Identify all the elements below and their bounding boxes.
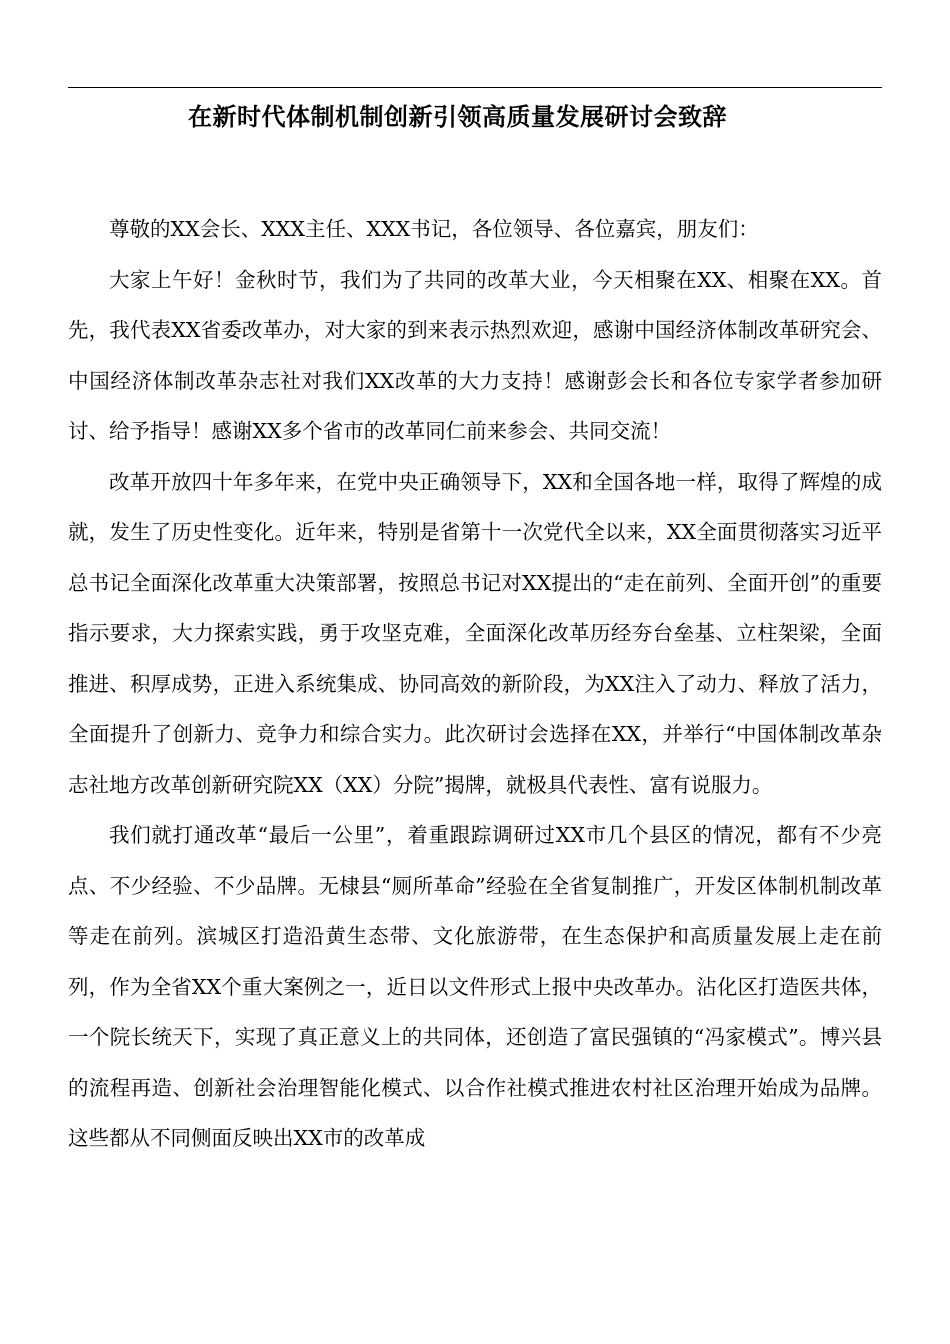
document-title: 在新时代体制机制创新引领高质量发展研讨会致辞 (188, 103, 727, 131)
document-body (68, 204, 882, 1164)
paragraph-salutation: 尊敬的XX会长、XXX主任、XXX书记，各位领导、各位嘉宾，朋友们： (109, 217, 759, 241)
paragraph: 改革开放四十年多年来，在党中央正确领导下，XX和全国各地一样，取得了辉煌的成就，发生了历史性变化。近年来，特别是省第十一次党代全以来，XX全面贯彻落实习近平总书记全面深化改革重大决策部署，按照总书记对XX提出的“走在前列、全面开创”的重要指示要求，大力探索实践，勇于攻坚克难，全面深化改革历经夯台垒基、立柱架梁，全面推进、积厚成势，正进入系统集成、协同高效的新阶段，为XX注入了动力、释放了活力，全面提升了创新力、竞争力和综合实力。此次研讨会选择在XX，并举行“中国体制改革杂志社地方改革创新研究院XX（XX）分院”揭牌，就极具代表性、富有说服力。 (68, 469, 882, 797)
paragraph: 我们就打通改革“最后一公里”，着重跟踪调研过XX市几个县区的情况，都有不少亮点、不少经验、不少品牌。无棣县“厕所革命”经验在全省复制推广，开发区体制机制改革等走在前列。滨城区打造沿黄生态带、文化旅游带，在生态保护和高质量发展上走在前列，作为全省XX个重大案例之一，近日以文件形式上报中央改革办。沾化区打造医共体，一个院长统天下，实现了真正意义上的共同体，还创造了富民强镇的“冯家模式”。博兴县的流程再造、创新社会治理智能化模式、以合作社模式推进农村社区治理开始成为品牌。这些都从不同侧面反映出XX市的改革成 (68, 823, 882, 1150)
header-rule (68, 87, 882, 88)
paragraph: 大家上午好！金秋时节，我们为了共同的改革大业，今天相聚在XX、相聚在XX。首先，我代表XX省委改革办，对大家的到来表示热烈欢迎，感谢中国经济体制改革研究会、中国经济体制改革杂志社对我们XX改革的大力支持！感谢彭会长和各位专家学者参加研讨、给予指导！感谢XX多个省市的改革同仁前来参会、共同交流！ (68, 267, 882, 443)
